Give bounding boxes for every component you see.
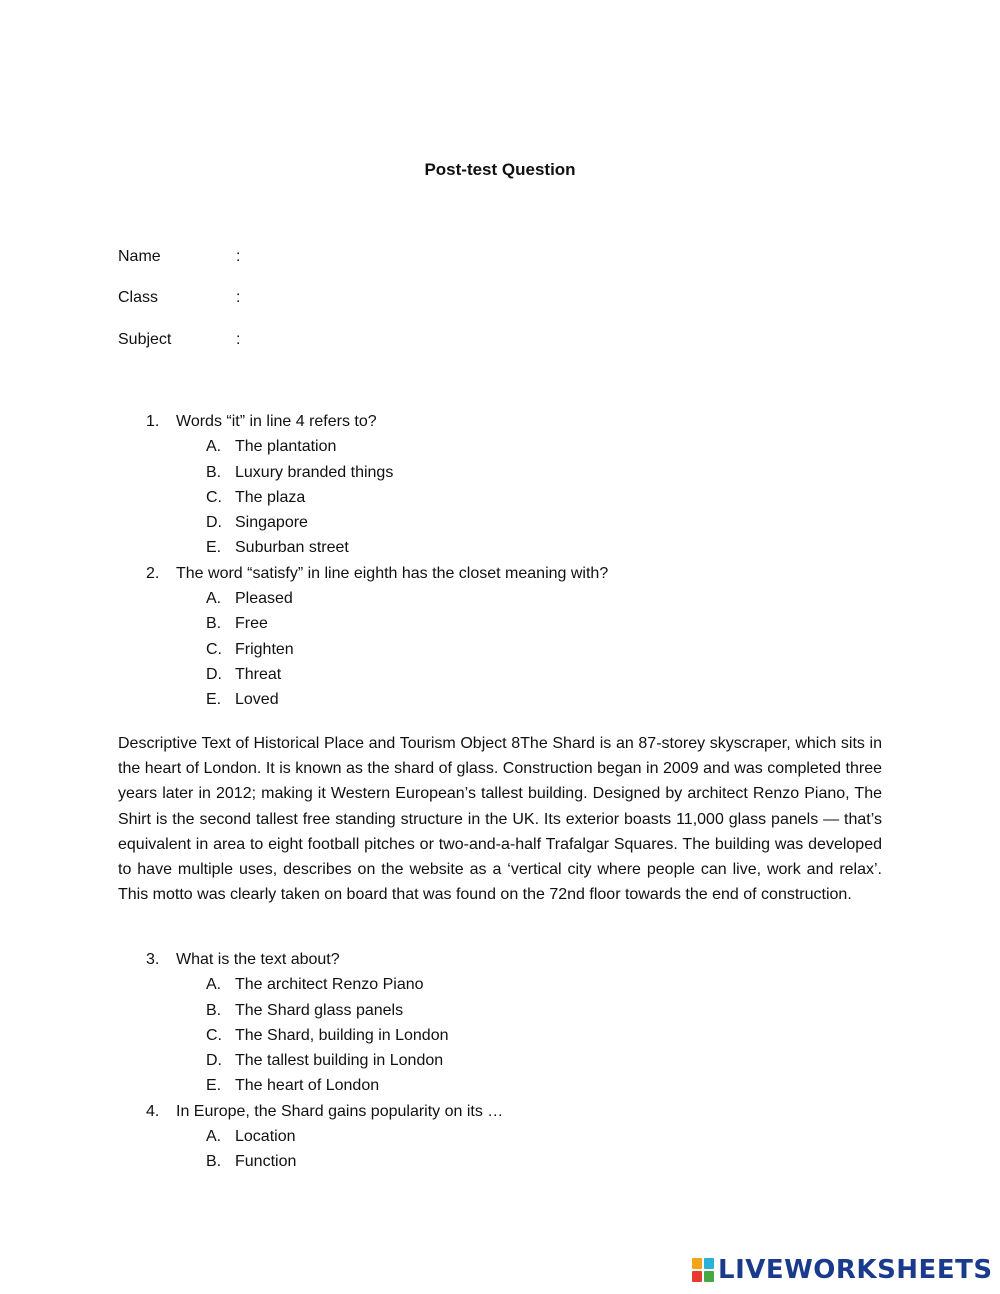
answer-option[interactable] <box>146 434 886 459</box>
question-number: 1. <box>146 413 160 430</box>
question-text: In Europe, the Shard gains popularity on its … <box>176 1102 504 1120</box>
question-2 <box>146 561 886 586</box>
answer-option[interactable] <box>146 510 886 535</box>
option-text: Free <box>235 615 268 633</box>
class-field <box>118 287 240 309</box>
option-text: The tallest building in London <box>235 1052 444 1070</box>
option-text: Location <box>235 1128 296 1146</box>
answer-option[interactable] <box>146 637 886 662</box>
option-letter: B. <box>206 615 222 633</box>
page-title: Post-test Question <box>424 160 576 179</box>
option-text: The architect Renzo Piano <box>235 976 424 994</box>
answer-option[interactable] <box>146 998 886 1023</box>
subject-colon: : <box>236 331 241 348</box>
option-letter: A. <box>206 976 222 994</box>
question-list-2 <box>146 947 886 1175</box>
option-text: Function <box>235 1153 297 1171</box>
option-text: The plaza <box>235 488 306 506</box>
option-letter: E. <box>206 539 222 557</box>
class-label: Class <box>118 289 159 306</box>
question-list-1 <box>146 409 886 713</box>
option-letter: A. <box>206 438 222 456</box>
option-letter: E. <box>206 1077 222 1095</box>
name-label: Name <box>118 248 161 265</box>
option-letter: D. <box>206 1052 222 1070</box>
answer-option[interactable] <box>146 1073 886 1098</box>
name-field <box>118 246 240 268</box>
question-4 <box>146 1099 886 1124</box>
logo-square-icon <box>704 1271 714 1282</box>
question-number: 3. <box>146 951 160 968</box>
option-text: Loved <box>235 691 279 709</box>
subject-field <box>118 329 240 351</box>
name-colon: : <box>236 248 241 265</box>
answer-option[interactable] <box>146 1023 886 1048</box>
question-1 <box>146 409 886 434</box>
option-letter: B. <box>206 463 222 481</box>
option-letter: A. <box>206 1128 222 1146</box>
answer-option[interactable] <box>146 1124 886 1149</box>
question-number: 2. <box>146 564 160 582</box>
class-colon: : <box>236 289 241 306</box>
option-text: The heart of London <box>235 1077 380 1095</box>
question-text: What is the text about? <box>176 951 340 968</box>
answer-option[interactable] <box>146 485 886 510</box>
question-text: The word “satisfy” in line eighth has the closet meaning with? <box>176 564 609 582</box>
option-letter: C. <box>206 640 222 658</box>
answer-option[interactable] <box>146 662 886 687</box>
reading-passage: Descriptive Text of Historical Place and Tourism Object 8The Shard is an 87-storey skyscraper, which sits in the heart of London. It is known as the shard of glass. Construction began in 2009 and was completed three years later in 2012; making it Western European’s tallest building. Designed by architect Renzo Piano, The Shirt is the second tallest free standing structure in the UK. Its exterior boasts 11,000 glass panels — that’s equivalent in area to eight football pitches or two-and-a-half Trafalgar Squares. The building was developed to have multiple uses, describes on the website as a ‘vertical city where people can live, work and relax’. This motto was clearly taken on board that was found on the 72nd floor towards the end of construction. <box>118 735 882 904</box>
option-letter: B. <box>206 1153 222 1171</box>
option-letter: D. <box>206 665 222 683</box>
option-letter: C. <box>206 488 222 506</box>
logo-square-icon <box>692 1271 702 1282</box>
option-letter: E. <box>206 691 222 709</box>
answer-option[interactable] <box>146 1048 886 1073</box>
subject-label: Subject <box>118 331 172 348</box>
option-text: The Shard, building in London <box>235 1026 449 1044</box>
logo-square-icon <box>692 1258 702 1269</box>
logo-text: LIVEWORKSHEETS <box>718 1255 993 1285</box>
option-text: Frighten <box>235 640 294 658</box>
liveworksheets-logo <box>692 1253 993 1287</box>
answer-option[interactable] <box>146 611 886 636</box>
option-text: Luxury branded things <box>235 463 394 481</box>
answer-option[interactable] <box>146 687 886 712</box>
answer-option[interactable] <box>146 535 886 560</box>
option-letter: B. <box>206 1001 222 1019</box>
option-text: The plantation <box>235 438 337 456</box>
logo-icon <box>692 1258 714 1282</box>
option-text: The Shard glass panels <box>235 1001 404 1019</box>
question-text: Words “it” in line 4 refers to? <box>176 413 377 430</box>
question-3 <box>146 947 886 972</box>
answer-option[interactable] <box>146 586 886 611</box>
answer-option[interactable] <box>146 460 886 485</box>
option-letter: D. <box>206 514 222 532</box>
logo-square-icon <box>704 1258 714 1269</box>
option-text: Singapore <box>235 514 308 532</box>
option-letter: C. <box>206 1026 222 1044</box>
option-letter: A. <box>206 590 222 608</box>
answer-option[interactable] <box>146 1149 886 1174</box>
answer-option[interactable] <box>146 972 886 997</box>
question-number: 4. <box>146 1102 160 1120</box>
option-text: Threat <box>235 665 282 683</box>
option-text: Pleased <box>235 590 293 608</box>
option-text: Suburban street <box>235 539 349 557</box>
